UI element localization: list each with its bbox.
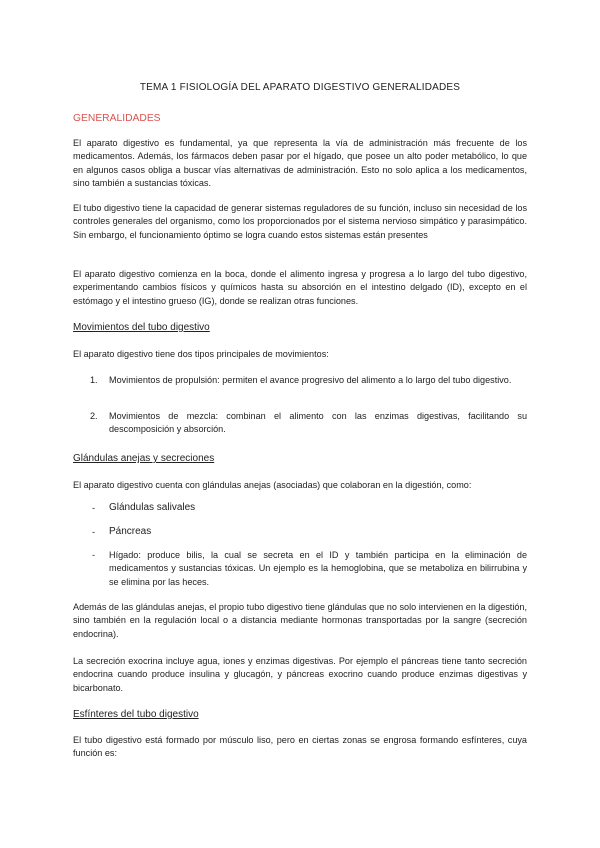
heading-movimientos: Movimientos del tubo digestivo <box>73 322 210 333</box>
glandulas-intro: El aparato digestivo cuenta con glándulas anejas (asociadas) que colaboran en la digestión, como: <box>73 480 472 490</box>
section-heading-generalidades: GENERALIDADES <box>73 113 161 124</box>
paragraph-glandulas-tubo: Además de las glándulas anejas, el propio tubo digestivo tiene glándulas que no solo intervienen en la digestión, sino también en la regulación local o a distancia mediante hormonas transportadas por la sangre (secreción endocrina). <box>73 602 527 639</box>
list-number-2: 2. <box>90 411 98 421</box>
heading-glandulas: Glándulas anejas y secreciones <box>73 453 215 464</box>
heading-esfinteres: Esfínteres del tubo digestivo <box>73 709 199 720</box>
paragraph-boca: El aparato digestivo comienza en la boca, donde el alimento ingresa y progresa a lo largo del tubo digestivo, experimentando cambios físicos y químicos hasta su absorción en el intestino delgado (ID), excepto en el estómago y el intestino grueso (IG), donde se realizan otras funciones. <box>73 269 527 306</box>
list-item-mezcla: Movimientos de mezcla: combinan el alimento con las enzimas digestivas, facilitando su descomposición y absorción. <box>109 411 527 435</box>
list-dash: - <box>92 550 96 560</box>
document-title: TEMA 1 FISIOLOGÍA DEL APARATO DIGESTIVO GENERALIDADES <box>139 82 461 93</box>
movimientos-intro: El aparato digestivo tiene dos tipos principales de movimientos: <box>73 349 329 359</box>
paragraph-secrecion-exocrina: La secreción exocrina incluye agua, iones y enzimas digestivas. Por ejemplo el páncreas tiene tanto secreción endocrina cuando produce insulina y glucagón, y páncreas exocrino cuando produce enzimas digestivas y bicarbonato. <box>73 656 527 693</box>
list-item-propulsion: Movimientos de propulsión: permiten el avance progresivo del alimento a lo largo del tubo digestivo. <box>109 375 512 385</box>
list-number-1: 1. <box>90 375 98 385</box>
list-dash: - <box>92 527 96 537</box>
list-item-pancreas: Páncreas <box>109 526 152 537</box>
esfinteres-intro: El tubo digestivo está formado por músculo liso, pero en ciertas zonas se engrosa formando esfínteres, cuya función es: <box>73 735 527 759</box>
list-dash: - <box>92 503 96 513</box>
list-item-salivales: Glándulas salivales <box>109 502 196 513</box>
list-item-higado: Hígado: produce bilis, la cual se secreta en el ID y también participa en la eliminación de medicamentos y sustancias tóxicas. Un ejemplo es la hemoglobina, que se metaboliza en bilirrubina y se elimina por las heces. <box>109 550 527 587</box>
paragraph-regulation: El tubo digestivo tiene la capacidad de generar sistemas reguladores de su función, incluso sin necesidad de los controles generales del organismo, como los proporcionados por el sistema nervioso simpático y parasimpático. Sin embargo, el funcionamiento óptimo se logra cuando estos sistemas están presentes <box>73 203 527 240</box>
paragraph-intro: El aparato digestivo es fundamental, ya que representa la vía de administración más frecuente de los medicamentos. Además, los fármacos deben pasar por el hígado, que posee un alto poder metabólico, lo que en algunos casos obliga a buscar vías alternativas de administración. Esto no solo aplica a los medicamentos, sino también a sustancias tóxicas. <box>73 138 527 189</box>
